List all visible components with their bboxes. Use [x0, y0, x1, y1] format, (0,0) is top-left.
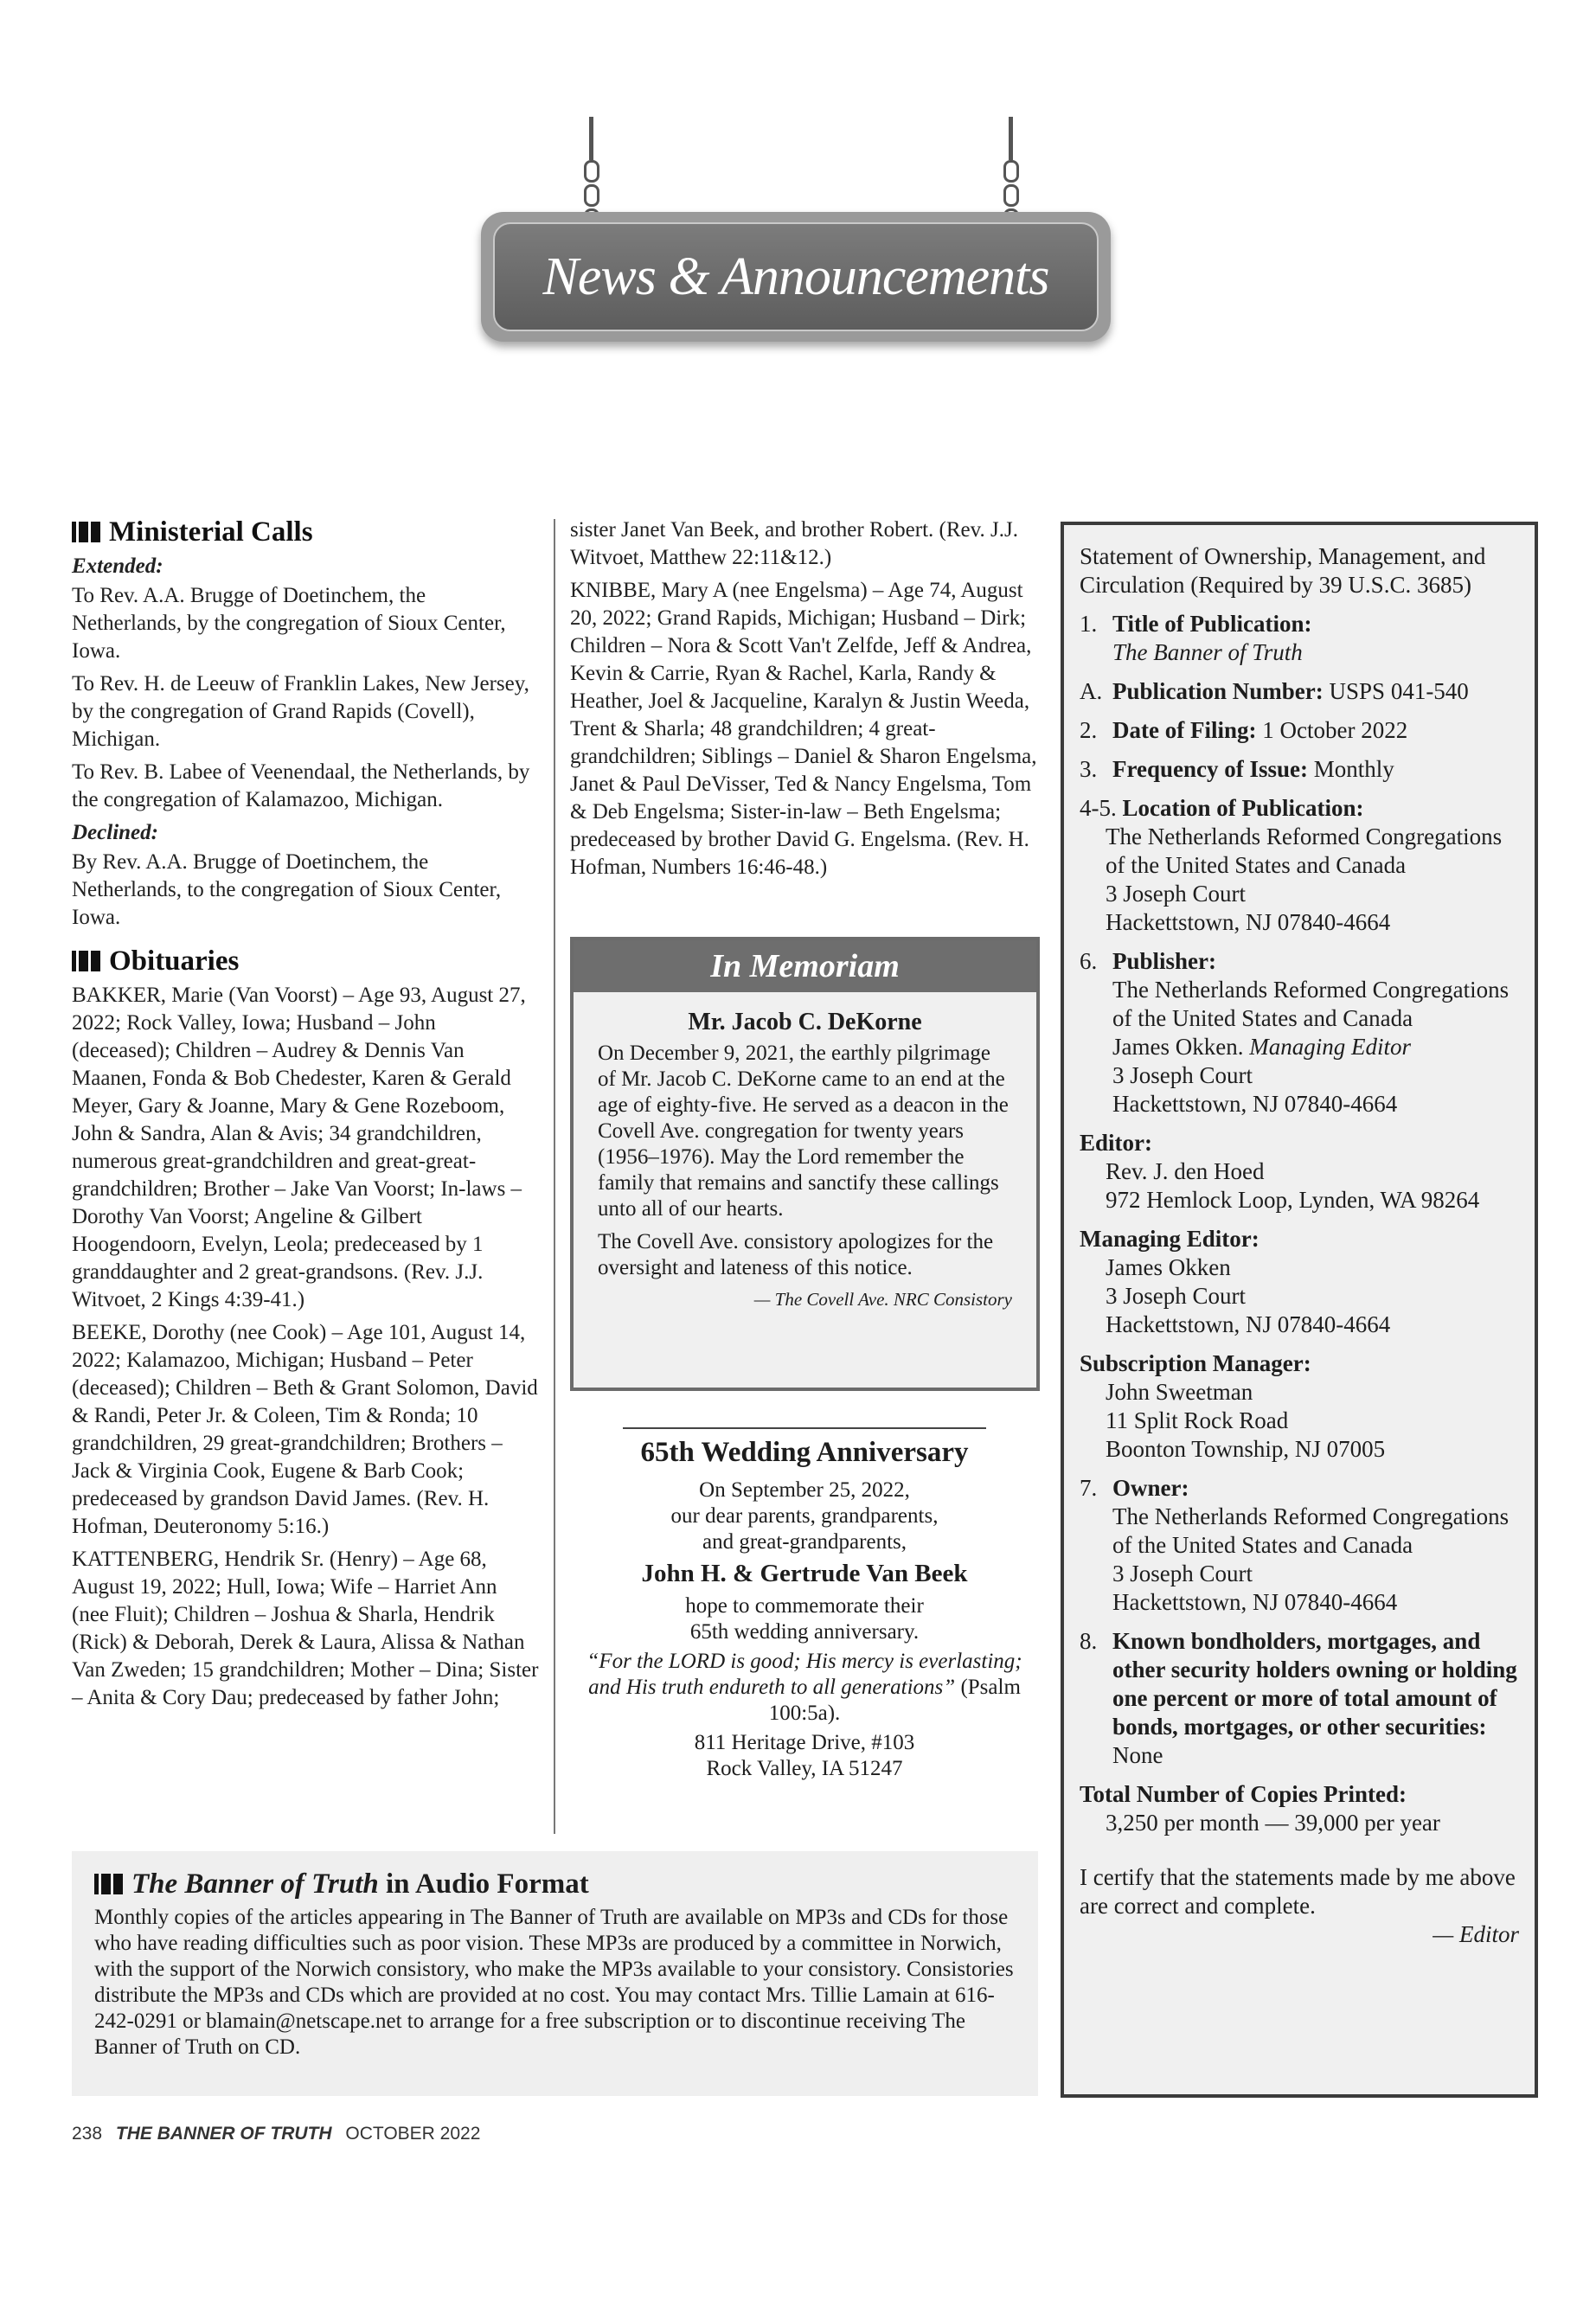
obituaries-heading: Obituaries: [72, 944, 539, 978]
extended-label: Extended:: [72, 554, 163, 578]
statement-intro: Statement of Ownership, Management, and Circulation (Required by 39 U.S.C. 3685): [1080, 543, 1486, 598]
statement-bondholders: 8. Known bondholders, mortgages, and other security holders owning or holding one percent or more of total amount of bonds, mortgages, or other securities: None: [1080, 1628, 1517, 1768]
page-number: 238: [72, 2124, 103, 2144]
audio-body: Monthly copies of the articles appearing in The Banner of Truth are available on MP3s and CDs for those who have reading difficulties such as poor vision. These MP3s are produced by a committee in Norwich, with the support of the Norwich consistory, who make the MP3s available to your consistory. Consistories distribute the MP3s and CDs which are provided at no cost. You may contact Mrs. Tillie Lamain at 616-242-0291 or blamain@netscape.net to arrange for a free subscription or to discontinue receiving The Banner of Truth on CD.: [94, 1906, 1014, 2059]
column-left: [72, 515, 539, 1717]
anniversary-line: 65th wedding anniversary.: [689, 1620, 920, 1644]
anniversary-notice: [580, 1427, 1029, 1782]
anniversary-address: Rock Valley, IA 51247: [706, 1757, 903, 1780]
obituary-entry: BEEKE, Dorothy (nee Cook) – Age 101, August 14, 2022; Kalamazoo, Michigan; Husband – Peter (deceased); Children – Beth & Grant Solomon, David & Randi, Peter Jr. & Coleen, Tim & Ronda; 10 grandchildren, 29 great-grandchildren; Brothers – Jack & Virginia Cook, Eugene & Barb Cook; predeceased by grandson David James. (Rev. H. Hofman, Deuteronomy 5:16.): [72, 1321, 538, 1538]
anniversary-rule: [623, 1427, 986, 1429]
obituary-continued: sister Janet Van Beek, and brother Robert. (Rev. J.J. Witvoet, Matthew 22:11&12.): [570, 518, 1018, 569]
anniversary-names: John H. & Gertrude Van Beek: [641, 1560, 968, 1587]
in-memoriam-box: [570, 937, 1040, 1391]
anniversary-line: our dear parents, grandparents,: [670, 1504, 939, 1528]
memoriam-signature: — The Covell Ave. NRC Consistory: [753, 1289, 1012, 1310]
call-item: To Rev. A.A. Brugge of Doetinchem, the Netherlands, by the congregation of Sioux Center, Iowa.: [72, 584, 506, 663]
call-item: To Rev. H. de Leeuw of Franklin Lakes, New Jersey, by the congregation of Grand Rapids (Covell), Michigan.: [72, 672, 529, 751]
statement-title: 1. Title of Publication: The Banner of Truth: [1080, 611, 1312, 665]
anniversary-line: hope to commemorate their: [685, 1594, 924, 1618]
anniversary-heading: 65th Wedding Anniversary: [640, 1437, 969, 1468]
obituary-entry: BAKKER, Marie (Van Voorst) – Age 93, August 27, 2022; Rock Valley, Iowa; Husband – John (deceased); Children – Audrey & Dennis Van Maanen, Fonda & Bob Chedester, Karen & Gerald Meyer, Gary & Joanne, Mary & Gene Rozeboom, John & Sandra, Alan & Avis; 34 grandchildren, numerous great-grandchildren and great-great-grandchildren; Brother – Jake Van Voorst; In-laws – Dorothy Van Voorst; Angeline & Gilbert Hoogendoorn, Evelyn, Leola; predeceased by 1 granddaughter and 2 great-grandsons. (Rev. J.J. Witvoet, 2 Kings 4:39-41.): [72, 984, 526, 1311]
memoriam-name: Mr. Jacob C. DeKorne: [688, 1009, 922, 1035]
obituary-entry: KNIBBE, Mary A (nee Engelsma) – Age 74, August 20, 2022; Grand Rapids, Michigan; Husband – Dirk; Children – Nora & Scott Van't Zelfde, Jeff & Andrea, Kevin & Carrie, Ryan & Rachel, Karla, Randy & Heather, Joel & Jacqueline, Karalyn & Justin Weeda, Trent & Sharla; 48 grandchildren; 4 great-grandchildren; Siblings – Daniel & Sharon Engelsma, Janet & Paul DeVisser, Ted & Nancy Engelsma, Tom & Deb Engelsma; Sister-in-law – Beth Engelsma; predeceased by brother David G. Engelsma. (Rev. H. Hofman, Numbers 16:46-48.): [570, 579, 1037, 879]
ownership-statement-box: [1061, 522, 1538, 2098]
anniversary-line: and great-grandparents,: [702, 1530, 907, 1554]
section-bars-icon: [72, 522, 100, 542]
anniversary-verse: “For the LORD is good; His mercy is everlasting; and His truth endureth to all generations” (Psalm 100:5a).: [586, 1650, 1022, 1725]
hanging-sign: [481, 212, 1111, 342]
statement-owner: 7. Owner: The Netherlands Reformed Congregations of the United States and Canada 3 Joseph Court Hackettstown, NJ 07840-4664: [1080, 1475, 1509, 1615]
statement-editor: Editor: Rev. J. den Hoed 972 Hemlock Loop, Lynden, WA 98264: [1080, 1130, 1480, 1213]
memoriam-heading: In Memoriam: [574, 940, 1036, 992]
publication-name: THE BANNER OF TRUTH: [115, 2124, 332, 2144]
issue-date: OCTOBER 2022: [345, 2124, 481, 2144]
anniversary-line: On September 25, 2022,: [699, 1478, 910, 1502]
statement-publication-number: A. Publication Number: USPS 041-540: [1080, 678, 1469, 704]
calls-heading: Ministerial Calls: [72, 515, 539, 549]
page-title: News & Announcements: [542, 247, 1049, 306]
call-item: By Rev. A.A. Brugge of Doetinchem, the Netherlands, to the congregation of Sioux Center, Iowa.: [72, 850, 502, 929]
section-bars-icon: [94, 1874, 123, 1894]
statement-subscription-manager: Subscription Manager: John Sweetman 11 Split Rock Road Boonton Township, NJ 07005: [1080, 1350, 1386, 1462]
memoriam-body: On December 9, 2021, the earthly pilgrimage of Mr. Jacob C. DeKorne came to an end at the age of eighty-five. He served as a deacon in the Covell Ave. congregation for twenty years (1956–1976). May the Lord remember the family that remains and sanctify these callings unto all of our hearts.: [598, 1042, 1009, 1221]
statement-publisher: 6. Publisher: The Netherlands Reformed Congregations of the United States and Canada James Okken. Managing Editor 3 Joseph Court Hackettstown, NJ 07840-4664: [1080, 948, 1509, 1117]
section-bars-icon: [72, 951, 100, 971]
memoriam-apology: The Covell Ave. consistory apologizes for the oversight and lateness of this notice.: [598, 1230, 994, 1279]
statement-copies: Total Number of Copies Printed: 3,250 per month — 39,000 per year: [1080, 1781, 1440, 1836]
audio-heading: The Banner of Truth in Audio Format: [94, 1867, 1016, 1901]
declined-label: Declined:: [72, 821, 158, 844]
column-divider: [554, 519, 555, 1834]
audio-format-box: [72, 1851, 1038, 2096]
column-middle: [570, 516, 1037, 887]
statement-managing-editor: Managing Editor: James Okken 3 Joseph Court Hackettstown, NJ 07840-4664: [1080, 1226, 1391, 1337]
statement-filing-date: 2. Date of Filing: 1 October 2022: [1080, 717, 1408, 743]
obituary-entry: KATTENBERG, Hendrik Sr. (Henry) – Age 68, August 19, 2022; Hull, Iowa; Wife – Harriet Ann (nee Fluit); Children – Joshua & Sharla, Hendrik (Rick) & Deborah, Derek & Laura, Alissa & Nathan Van Zweden; 15 grandchildren; Mother – Dina; Sister – Anita & Cory Dau; predeceased by father John;: [72, 1548, 539, 1709]
statement-certification: I certify that the statements made by me above are correct and complete. — Editor: [1080, 1864, 1519, 1947]
statement-location: 4-5. Location of Publication: The Netherlands Reformed Congregations of the United States and Canada 3 Joseph Court Hackettstown, NJ 07840-4664: [1080, 795, 1503, 935]
page-footer: [72, 2124, 480, 2144]
anniversary-address: 811 Heritage Drive, #103: [694, 1731, 915, 1754]
call-item: To Rev. B. Labee of Veenendaal, the Netherlands, by the congregation of Kalamazoo, Michigan.: [72, 760, 530, 811]
statement-frequency: 3. Frequency of Issue: Monthly: [1080, 756, 1394, 782]
